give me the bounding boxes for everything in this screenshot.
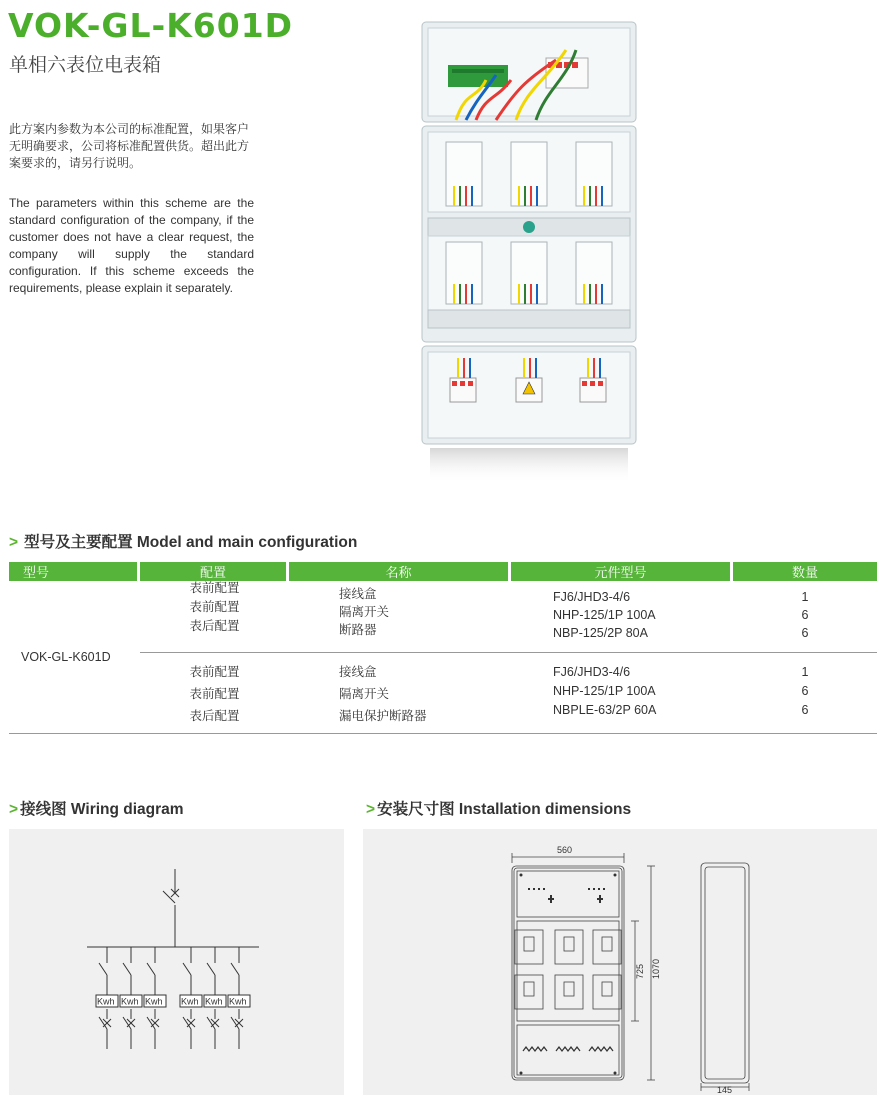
part-line: NHP-125/1P 100A [553,684,656,698]
meter-label: Kwh [181,996,199,1007]
header-qty: 数量 [733,562,877,581]
part-cell [511,581,733,653]
config-title-en: Model and main configuration [136,534,358,551]
meter-label: Kwh [121,996,139,1007]
model-title: VOK-GL-K601D [8,6,294,45]
header-model: 型号 [9,562,140,581]
config-section-title [9,530,357,552]
header-config: 配置 [140,562,289,581]
qty-line: 1 [801,590,809,604]
install-diagram [363,829,877,1095]
qty-line: 6 [801,626,809,640]
qty-line: 6 [801,703,809,717]
header-name: 名称 [289,562,511,581]
wiring-diagram-panel [9,829,344,1095]
qty-cell [733,653,877,734]
wiring-section-title [9,797,184,819]
part-line: NBP-125/2P 80A [553,626,648,640]
name-cell [289,581,511,653]
config-line: 表前配置 [189,687,240,701]
description-cn: 此方案内参数为本公司的标准配置，如果客户无明确要求，公司将标准配置供货。超出此方案要求的，请另行说明。 [9,122,250,170]
install-title-en: Installation dimensions [458,801,632,818]
name-line: 接线盒 [339,665,377,679]
model-cell: VOK-GL-K601D [9,581,140,734]
install-section-title [366,797,631,819]
wiring-diagram [9,829,344,1095]
config-line: 表前配置 [189,665,240,679]
name-line: 隔离开关 [339,605,390,619]
name-cell [289,653,511,734]
config-title-cn: 型号及主要配置 [24,534,133,551]
install-title-cn: 安装尺寸图 [377,801,455,818]
dim-depth: 145 [717,1085,733,1095]
config-cell [140,653,289,734]
dim-inner-height: 725 [635,963,645,979]
arrow-icon: > [9,534,19,551]
config-line: 表后配置 [189,619,240,633]
meter-label: Kwh [205,996,223,1007]
dim-total-height: 1070 [651,958,661,979]
part-line: NHP-125/1P 100A [553,608,656,622]
config-cell [140,581,289,653]
model-subtitle: 单相六表位电表箱 [9,54,162,76]
table-row [9,653,877,734]
part-line: NBPLE-63/2P 60A [553,703,657,717]
part-line: FJ6/JHD3-4/6 [553,590,631,604]
name-line: 断路器 [339,623,377,637]
name-line: 接线盒 [339,587,377,601]
qty-line: 6 [801,684,809,698]
product-photo [416,20,642,490]
dim-width: 560 [557,845,573,855]
meter-label: Kwh [229,996,247,1007]
meter-label: Kwh [145,996,163,1007]
wiring-title-cn: 接线图 [20,801,67,818]
part-cell [511,653,733,734]
arrow-icon: > [366,801,376,818]
qty-line: 6 [801,608,809,622]
description-en: The parameters within this scheme are the standard configuration of the company, if the customer does not have a clear request, the company will supply the standard configuration. If this scheme exceeds the requirements, please explain it separately. [9,196,254,295]
config-line: 表前配置 [189,600,240,614]
config-line: 表前配置 [189,581,240,595]
qty-cell [733,581,877,653]
name-line: 漏电保护断路器 [339,709,427,723]
name-line: 隔离开关 [339,687,390,701]
qty-line: 1 [801,665,809,679]
install-diagram-panel [363,829,877,1095]
config-line: 表后配置 [189,709,240,723]
table-row [9,581,877,653]
wiring-title-en: Wiring diagram [70,801,184,818]
part-line: FJ6/JHD3-4/6 [553,665,631,679]
meter-label: Kwh [97,996,115,1007]
config-table [9,562,877,734]
arrow-icon: > [9,801,19,818]
header-part: 元件型号 [511,562,733,581]
